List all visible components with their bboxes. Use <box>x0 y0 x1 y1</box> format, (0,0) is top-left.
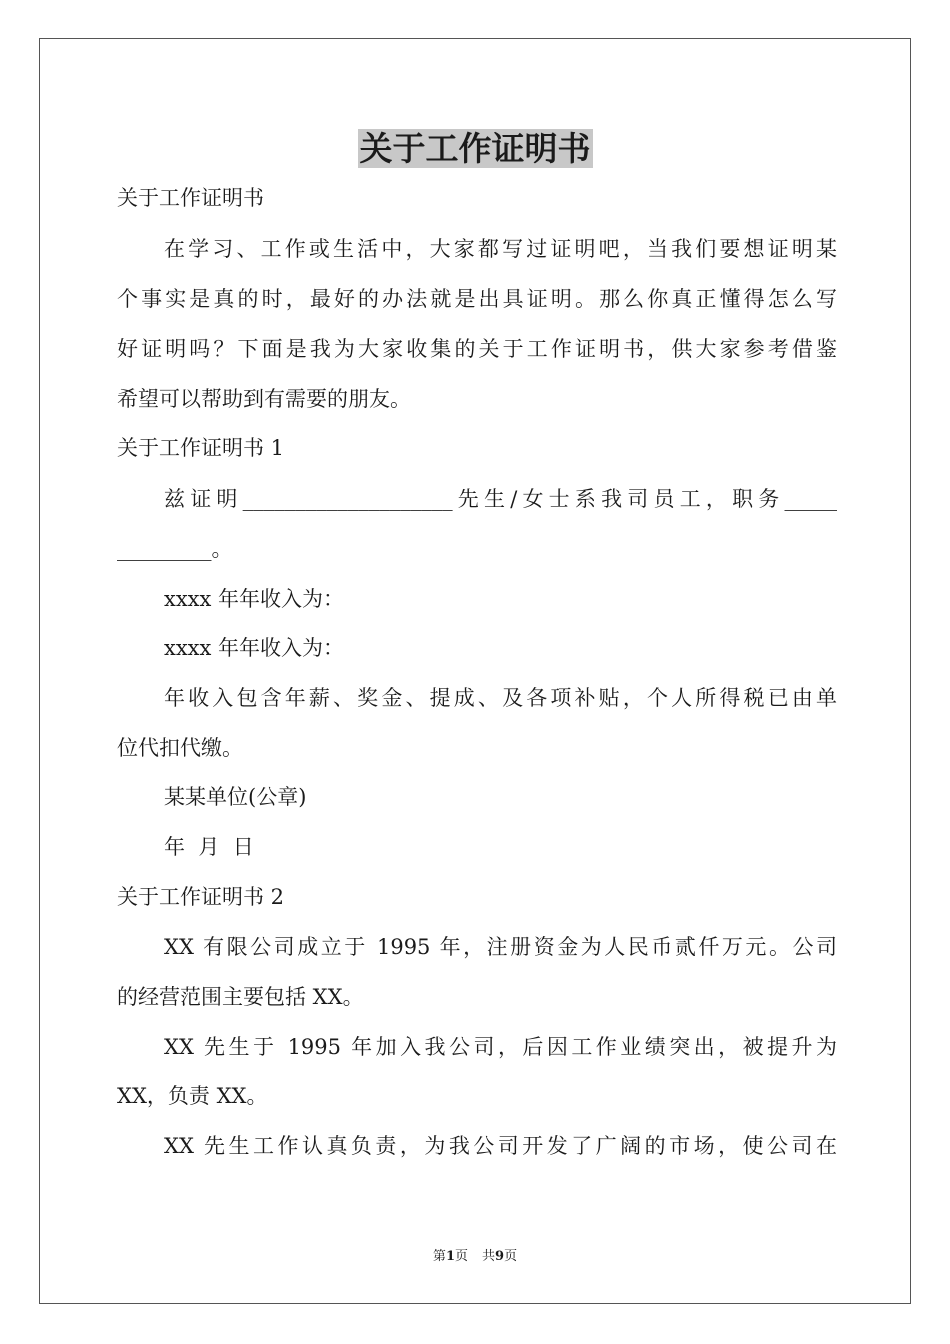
total-suffix: 页 <box>504 1249 518 1264</box>
paragraph-line: XX 有限公司成立于 1995 年，注册资金为人民币贰仟万元。公司 <box>164 935 837 959</box>
paragraph-line: 位代扣代缴。 <box>117 736 243 760</box>
section-heading: 关于工作证明书 1 <box>117 436 285 460</box>
signature-line: 某某单位(公章) <box>164 785 307 809</box>
paragraph-line: 在学习、工作或生活中，大家都写过证明吧，当我们要想证明某 <box>164 237 837 261</box>
paragraph-line: xxxx 年年收入为： <box>164 587 345 611</box>
page-footer <box>0 1248 950 1266</box>
document-title: 关于工作证明书 <box>359 129 591 168</box>
paragraph-line: 个事实是真的时，最好的办法就是出具证明。那么你真正懂得怎么写 <box>117 287 837 311</box>
paragraph-line: XX 先生工作认真负责，为我公司开发了广阔的市场，使公司在 <box>164 1134 837 1158</box>
date-line: 年 月 日 <box>164 835 254 859</box>
paragraph-line: 年收入包含年薪、奖金、提成、及各项补贴，个人所得税已由单 <box>164 686 837 710</box>
page-suffix: 页 <box>454 1249 468 1264</box>
page-prefix: 第 <box>432 1249 446 1264</box>
section-heading: 关于工作证明书 2 <box>117 885 285 909</box>
paragraph-line: 好证明吗？下面是我为大家收集的关于工作证明书，供大家参考借鉴 <box>117 337 837 361</box>
paragraph-line: xxxx 年年收入为： <box>164 636 345 660</box>
paragraph-line: _________。 <box>117 537 233 561</box>
paragraph-line: 的经营范围主要包括 XX。 <box>117 985 364 1009</box>
page-current: 1 <box>445 1249 455 1264</box>
paragraph-line: XX，负责 XX。 <box>117 1084 268 1108</box>
paragraph-line: XX 先生于 1995 年加入我公司，后因工作业绩突出，被提升为 <box>164 1035 837 1059</box>
page-border <box>39 38 911 1304</box>
page-total: 9 <box>495 1249 505 1264</box>
paragraph-line: 兹证明____________________先生/女士系我司员工，职务_____ <box>164 487 837 511</box>
subtitle-line: 关于工作证明书 <box>117 186 264 210</box>
total-prefix: 共 <box>482 1249 496 1264</box>
paragraph-line: 希望可以帮助到有需要的朋友。 <box>117 387 411 411</box>
